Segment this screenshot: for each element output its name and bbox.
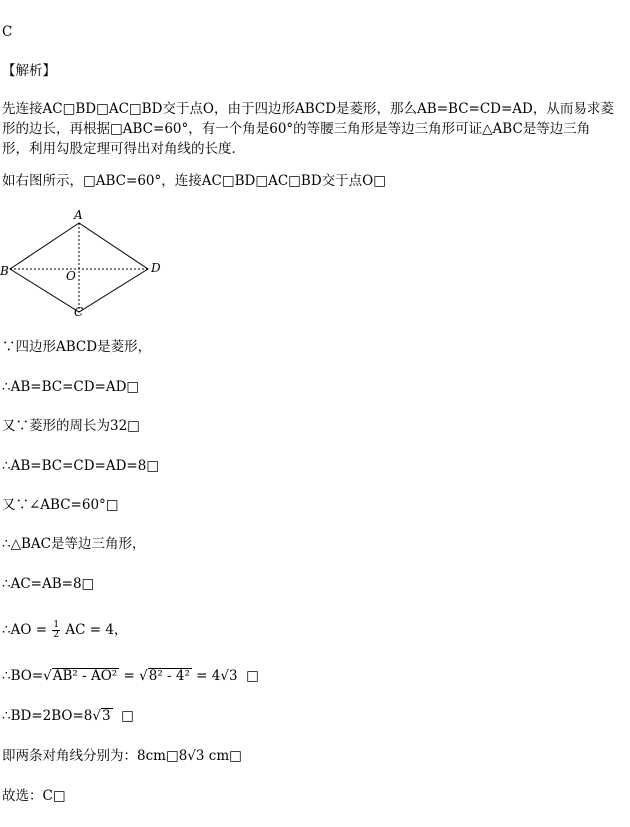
step-7: ∴AC=AB=8□ bbox=[2, 576, 95, 592]
final-answer: 故选：C□ bbox=[2, 788, 66, 804]
conclusion: 即两条对角线分别为：8cm□8√3 cm□ bbox=[2, 748, 242, 764]
sqrt-sign-icon: √ bbox=[43, 668, 52, 684]
radicand-2: 8² - 4² bbox=[148, 668, 190, 684]
rhombus-diagram bbox=[0, 208, 170, 318]
sqrt-sign-icon: √ bbox=[92, 708, 101, 724]
step-8 bbox=[2, 620, 127, 640]
intro-line-3: 形，利用勾股定理可得出对角线的长度． bbox=[2, 141, 245, 157]
step-2: ∴AB=BC=CD=AD□ bbox=[2, 379, 140, 395]
step-9-end: □ bbox=[246, 668, 259, 684]
label-o: O bbox=[66, 269, 76, 283]
step-9-prefix: ∴BO= bbox=[2, 668, 44, 684]
label-c: C bbox=[74, 305, 84, 318]
step-1: ∵四边形ABCD是菱形， bbox=[2, 339, 152, 355]
intro-line-1: 先连接AC□BD□AC□BD交于点O，由于四边形ABCD是菱形，那么AB=BC=CD=AD，从而易求菱 bbox=[2, 101, 614, 117]
fraction-denominator: 2 bbox=[53, 630, 60, 640]
step-9-result: = 4√3 bbox=[191, 668, 238, 684]
step-9-equals: = bbox=[119, 668, 140, 684]
intro-paragraph bbox=[2, 99, 627, 159]
step-8-suffix: AC = 4， bbox=[65, 622, 128, 638]
label-d: D bbox=[151, 261, 161, 275]
step-10-end: □ bbox=[121, 708, 134, 724]
answer-choice: C bbox=[2, 24, 13, 40]
radicand-3: 3 bbox=[101, 708, 111, 724]
step-6: ∴△BAC是等边三角形， bbox=[2, 536, 146, 552]
step-4: ∴AB=BC=CD=AD=8□ bbox=[2, 458, 160, 474]
step-10 bbox=[2, 706, 134, 726]
label-a: A bbox=[74, 208, 83, 222]
fraction-one-half bbox=[52, 621, 60, 640]
step-8-prefix: ∴AO = bbox=[2, 622, 48, 638]
step-3: 又∵菱形的周长为32□ bbox=[2, 418, 140, 434]
sqrt-sign-icon: √ bbox=[139, 668, 148, 684]
step-10-prefix: ∴BD=2BO=8 bbox=[2, 708, 93, 724]
radicand-1: AB² - AO² bbox=[52, 668, 118, 684]
figure-intro: 如右图所示，□ABC=60°，连接AC□BD□AC□BD交于点O□ bbox=[2, 173, 386, 189]
fraction-numerator: 1 bbox=[53, 620, 60, 630]
intro-line-2: 形的边长，再根据□ABC=60°，有一个角是60°的等腰三角形是等边三角形可证△ABC是等边三角 bbox=[2, 121, 591, 137]
step-9 bbox=[2, 666, 259, 686]
step-5: 又∵∠ABC=60°□ bbox=[2, 497, 119, 513]
label-b: B bbox=[0, 264, 9, 278]
analysis-heading: 【解析】 bbox=[2, 63, 56, 79]
